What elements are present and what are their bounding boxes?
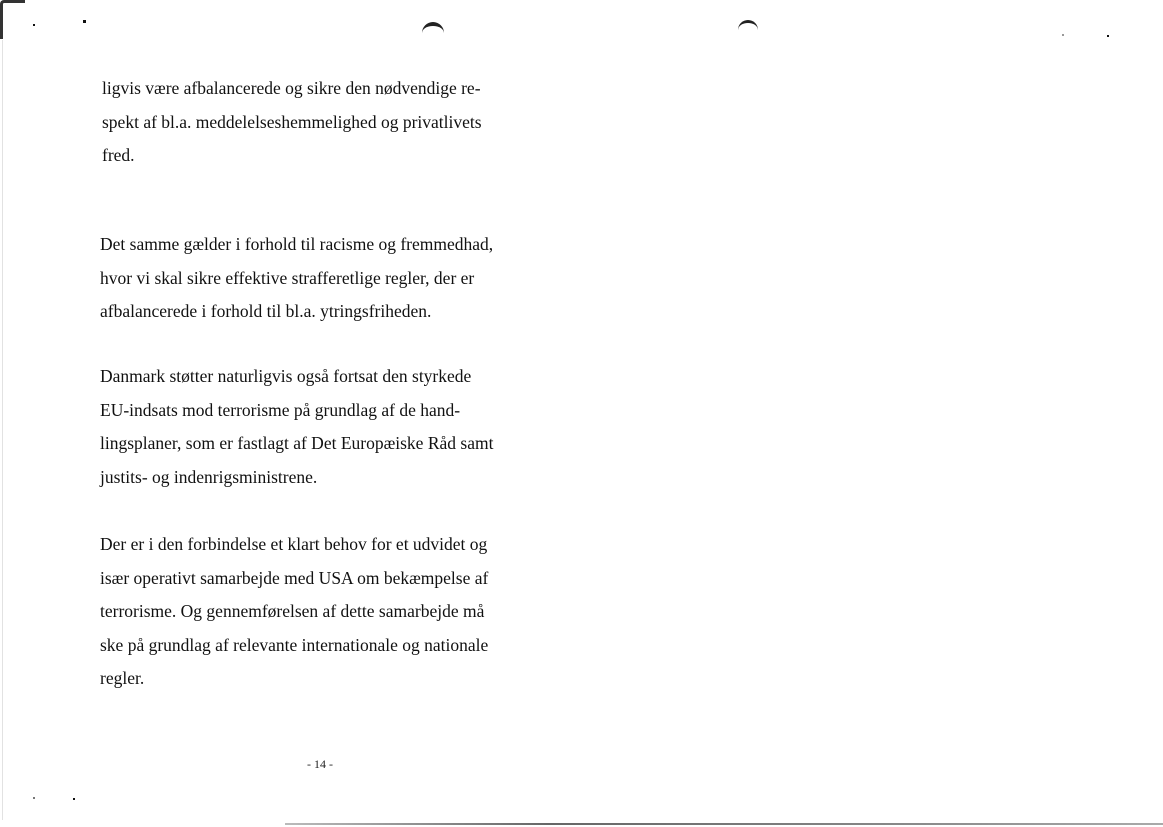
scan-corner-mark <box>0 0 25 39</box>
text-line: lingsplaner, som er fastlagt af Det Europæiske Råd samt <box>100 433 494 453</box>
text-line: hvor vi skal sikre effektive strafferetlige regler, der er <box>100 267 475 288</box>
text-line: spekt af bl.a. meddelelseshemmelighed og privatlivets <box>102 111 482 132</box>
text-line: ligvis være afbalancerede og sikre den nødvendige re- <box>102 78 481 98</box>
scan-edge-line <box>2 40 3 820</box>
text-line: justits- og indenrigsministrene. <box>100 466 318 487</box>
text-line: EU-indsats mod terrorisme på grundlag af de hand- <box>100 399 461 420</box>
text-line: afbalancerede i forhold til bl.a. ytringsfriheden. <box>100 301 432 321</box>
scan-speck <box>33 797 35 799</box>
scan-speck <box>33 24 35 26</box>
text-line: ske på grundlag af relevante internationale og nationale <box>100 634 489 655</box>
scan-speck <box>1062 34 1064 36</box>
text-line: regler. <box>100 668 145 688</box>
paragraph-1 <box>102 72 482 173</box>
text-line: Danmark støtter naturligvis også fortsat den styrkede <box>100 366 472 386</box>
scan-speck <box>1107 35 1109 37</box>
text-line: fred. <box>102 145 135 165</box>
punch-hole-mark <box>738 20 758 35</box>
text-line: terrorisme. Og gennemførelsen af dette samarbejde må <box>100 601 485 621</box>
paragraph-4 <box>100 528 488 696</box>
paragraph-3 <box>100 360 493 494</box>
scan-speck <box>73 798 75 800</box>
text-line: Det samme gælder i forhold til racisme og fremmedhad, <box>100 234 494 254</box>
text-line: især operativt samarbejde med USA om bekæmpelse af <box>100 567 489 588</box>
page-number: - 14 - <box>307 757 333 771</box>
paragraph-2 <box>100 228 493 329</box>
text-line: Der er i den forbindelse et klart behov for et udvidet og <box>100 534 488 554</box>
scan-speck <box>83 20 86 23</box>
punch-hole-mark <box>422 22 444 38</box>
scan-bottom-edge <box>285 823 1163 825</box>
